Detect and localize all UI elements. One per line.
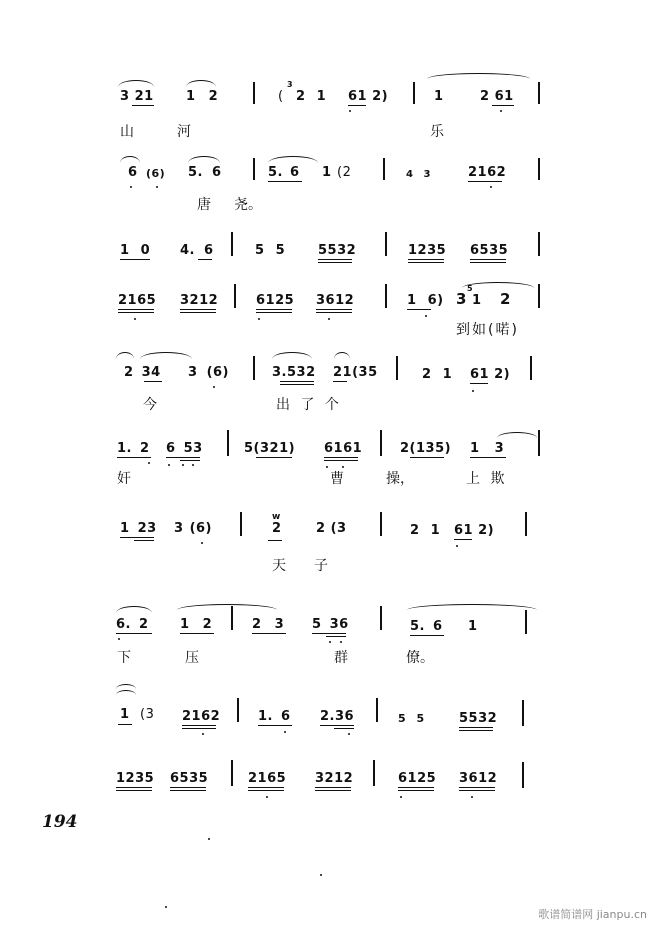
note-group: 2 (3 [316, 521, 347, 536]
underline [256, 457, 292, 458]
lyric: 今 [143, 397, 157, 413]
note-group: 2 [272, 521, 282, 536]
barline [538, 232, 540, 256]
slur [334, 352, 350, 359]
slur [177, 604, 277, 610]
note-group: 6125 [256, 293, 295, 308]
underline [118, 724, 132, 725]
note-group: 61 2) [470, 367, 511, 382]
note-group: 2 [500, 290, 511, 308]
barline [231, 606, 233, 630]
octave-dot [471, 796, 473, 798]
barline [538, 430, 540, 456]
underline [408, 262, 444, 263]
underline [256, 312, 292, 313]
octave-dot [130, 186, 132, 188]
underline [407, 309, 431, 310]
underline [326, 636, 346, 637]
octave-dot [328, 318, 330, 320]
octave-dot [472, 390, 474, 392]
underline [120, 259, 150, 260]
slur [272, 352, 312, 359]
octave-dot [201, 542, 203, 544]
note-group: 2162 [182, 709, 221, 724]
lyric: 唐 [197, 197, 211, 213]
barline [253, 158, 255, 180]
barline [376, 698, 378, 722]
underline [170, 787, 206, 788]
lyric: 天 [272, 558, 286, 574]
note-group: 3612 [459, 771, 498, 786]
speck [320, 874, 322, 876]
underline [252, 633, 286, 634]
octave-dot [148, 462, 150, 464]
underline [318, 262, 352, 263]
note-group: 1 [434, 89, 444, 104]
page-number: 194 [42, 812, 78, 832]
note-group: 1. 2 [117, 441, 150, 456]
barline [538, 82, 540, 104]
slur [186, 80, 216, 87]
underline [180, 309, 216, 310]
note-group: 1 [472, 293, 482, 308]
octave-dot [329, 641, 331, 643]
octave-dot [284, 731, 286, 733]
octave-dot [168, 464, 170, 466]
underline [198, 259, 212, 260]
note-group: ( [278, 89, 284, 104]
barline [522, 700, 524, 726]
lyric: 压 [185, 650, 199, 666]
note-group: 6535 [470, 243, 509, 258]
underline [315, 790, 351, 791]
barline [380, 606, 382, 630]
note-group: 6 53 [166, 441, 203, 456]
barline [373, 760, 375, 786]
underline [334, 728, 354, 729]
underline [410, 635, 444, 636]
note-group: 1 23 [120, 521, 157, 536]
underline [459, 730, 493, 731]
note-group: 1235 [408, 243, 447, 258]
underline [118, 312, 154, 313]
underline [320, 725, 354, 726]
note-group: 2165 [118, 293, 157, 308]
note-group: 3 (6) [188, 365, 229, 380]
lyric: 尧。 [234, 197, 262, 213]
lyric: 僚。 [406, 650, 434, 666]
slur [188, 156, 220, 163]
octave-dot [490, 186, 492, 188]
barline [413, 82, 415, 104]
underline [180, 460, 200, 461]
slur [116, 684, 136, 689]
underline [410, 457, 444, 458]
barline [231, 232, 233, 256]
barline [253, 82, 255, 104]
barline [253, 356, 255, 380]
note-group: 3612 [316, 293, 355, 308]
octave-dot [400, 796, 402, 798]
note-group: 3212 [315, 771, 354, 786]
barline [525, 512, 527, 536]
underline [144, 381, 162, 382]
lyric: 下 [117, 650, 131, 666]
octave-dot [156, 186, 158, 188]
slur [462, 282, 534, 288]
underline [118, 309, 154, 310]
note-group: 61 2) [348, 89, 389, 104]
octave-dot [258, 318, 260, 320]
underline [333, 381, 347, 382]
lyric: 曹 [330, 471, 344, 487]
lyric: 出 了 个 [276, 397, 339, 413]
octave-dot [348, 733, 350, 735]
octave-dot [342, 466, 344, 468]
underline [470, 259, 506, 260]
slur [116, 690, 136, 695]
note-group: 2 1 [410, 523, 441, 538]
note-group: 3212 [180, 293, 219, 308]
octave-dot [456, 545, 458, 547]
underline [117, 457, 151, 458]
slur [118, 80, 154, 87]
octave-dot [202, 733, 204, 735]
note-group: 2 3 [252, 617, 285, 632]
underline [116, 790, 152, 791]
underline [468, 181, 502, 182]
octave-dot [182, 464, 184, 466]
octave-dot [118, 638, 120, 640]
note-group: 5(321) [244, 441, 296, 456]
underline [116, 787, 152, 788]
underline [470, 383, 488, 384]
underline [454, 539, 472, 540]
grace-note: 3 [287, 80, 294, 89]
barline [234, 284, 236, 308]
watermark: 歌谱简谱网 jianpu.cn [538, 908, 647, 921]
octave-dot [326, 466, 328, 468]
note-group: 3.532 [272, 365, 316, 380]
note-group: 21(35 [333, 365, 378, 380]
note-group: 1235 [116, 771, 155, 786]
note-group: 3 (6) [174, 521, 212, 536]
note-group: 5532 [459, 711, 498, 726]
slur [497, 432, 537, 438]
underline [348, 105, 366, 106]
underline [166, 457, 200, 458]
barline [227, 430, 229, 456]
underline [459, 727, 493, 728]
slur [116, 352, 134, 359]
underline [120, 537, 154, 538]
barline [237, 698, 239, 722]
note-group: 5. 6 [410, 619, 443, 634]
lyric: 上 欺 [466, 471, 505, 487]
speck [165, 906, 167, 908]
note-group: 1 2 [186, 89, 219, 104]
underline [258, 725, 292, 726]
barline [383, 158, 385, 180]
octave-dot [500, 110, 502, 112]
note-group: 5 5 [398, 712, 425, 725]
barline [538, 158, 540, 180]
note-group: 5532 [318, 243, 357, 258]
barline [380, 430, 382, 456]
note-group: 2165 [248, 771, 287, 786]
underline [170, 790, 206, 791]
note-group: 1 [468, 619, 478, 634]
underline [268, 540, 282, 541]
barline [231, 760, 233, 786]
note-group: 2 34 [124, 365, 161, 380]
underline [398, 790, 434, 791]
underline [248, 790, 284, 791]
note-group: 1 [322, 165, 332, 180]
barline [385, 232, 387, 256]
octave-dot [134, 318, 136, 320]
note-group: 1 2 [180, 617, 213, 632]
barline [525, 610, 527, 634]
note-group: 5. 6 [268, 165, 300, 180]
underline [280, 384, 314, 385]
note-group: 1. 6 [258, 709, 291, 724]
trill-mark: w [272, 512, 281, 522]
octave-dot [349, 110, 351, 112]
lyric: 群 [334, 650, 348, 666]
barline [538, 284, 540, 308]
octave-dot [213, 386, 215, 388]
note-group: 2(135) [400, 441, 452, 456]
note-group: (3 [140, 707, 155, 722]
note-group: 1 6) [407, 293, 444, 308]
slur [116, 606, 152, 613]
barline [240, 512, 242, 536]
octave-dot [266, 796, 268, 798]
note-group: 2 61 [480, 89, 514, 104]
note-group: 5 5 [255, 243, 286, 258]
note-group: 6. 2 [116, 617, 149, 632]
note-group: 6 [128, 165, 138, 180]
underline [280, 381, 314, 382]
note-group: (6) [146, 167, 166, 180]
note-group: 2 1 [422, 367, 453, 382]
underline [248, 787, 284, 788]
note-group: 1 [120, 707, 130, 722]
note-group: 4. 6 [180, 243, 214, 258]
note-group: 3 21 [120, 89, 154, 104]
underline [408, 259, 444, 260]
underline [256, 309, 292, 310]
note-group: 2162 [468, 165, 507, 180]
underline [134, 540, 154, 541]
underline [182, 725, 216, 726]
barline [385, 284, 387, 308]
underline [180, 312, 216, 313]
note-group: 6161 [324, 441, 363, 456]
underline [182, 728, 216, 729]
underline [470, 262, 506, 263]
underline [180, 633, 214, 634]
octave-dot [192, 464, 194, 466]
underline [312, 633, 346, 634]
underline [116, 633, 152, 634]
underline [268, 181, 302, 182]
slur [407, 604, 537, 610]
note-group: (2 [337, 165, 352, 180]
note-group: 3 [456, 290, 467, 308]
underline [324, 460, 358, 461]
note-group: 4 3 [406, 169, 431, 180]
barline [522, 762, 524, 788]
slur [140, 352, 192, 359]
underline [459, 790, 495, 791]
lyric: 山 [120, 124, 134, 140]
lyric: 河 [177, 124, 191, 140]
note-group: 6535 [170, 771, 209, 786]
lyric: 奸 [117, 471, 131, 487]
barline [396, 356, 398, 380]
grace-note: 5 [467, 284, 474, 293]
underline [492, 105, 514, 106]
lyric: 乐 [430, 124, 444, 140]
slur [120, 156, 140, 163]
note-group: 61 2) [454, 523, 495, 538]
barline [530, 356, 532, 380]
underline [324, 457, 358, 458]
note-group: 2 1 [296, 89, 327, 104]
note-group: 5. 6 [188, 165, 222, 180]
slur [427, 73, 530, 79]
note-group: 1 0 [120, 243, 151, 258]
underline [132, 105, 154, 106]
lyric: 子 [314, 558, 328, 574]
underline [316, 312, 352, 313]
underline [398, 787, 434, 788]
underline [459, 787, 495, 788]
underline [318, 259, 352, 260]
note-group: 6125 [398, 771, 437, 786]
slur [268, 156, 318, 163]
underline [316, 309, 352, 310]
note-group: 1 3 [470, 441, 505, 456]
lyric: 到如(喏) [456, 322, 519, 338]
octave-dot [425, 315, 427, 317]
barline [380, 512, 382, 536]
octave-dot [340, 641, 342, 643]
underline [315, 787, 351, 788]
underline [470, 457, 506, 458]
note-group: 5 36 [312, 617, 349, 632]
speck [208, 838, 210, 840]
lyric: 操， [386, 471, 414, 487]
note-group: 2.36 [320, 709, 355, 724]
